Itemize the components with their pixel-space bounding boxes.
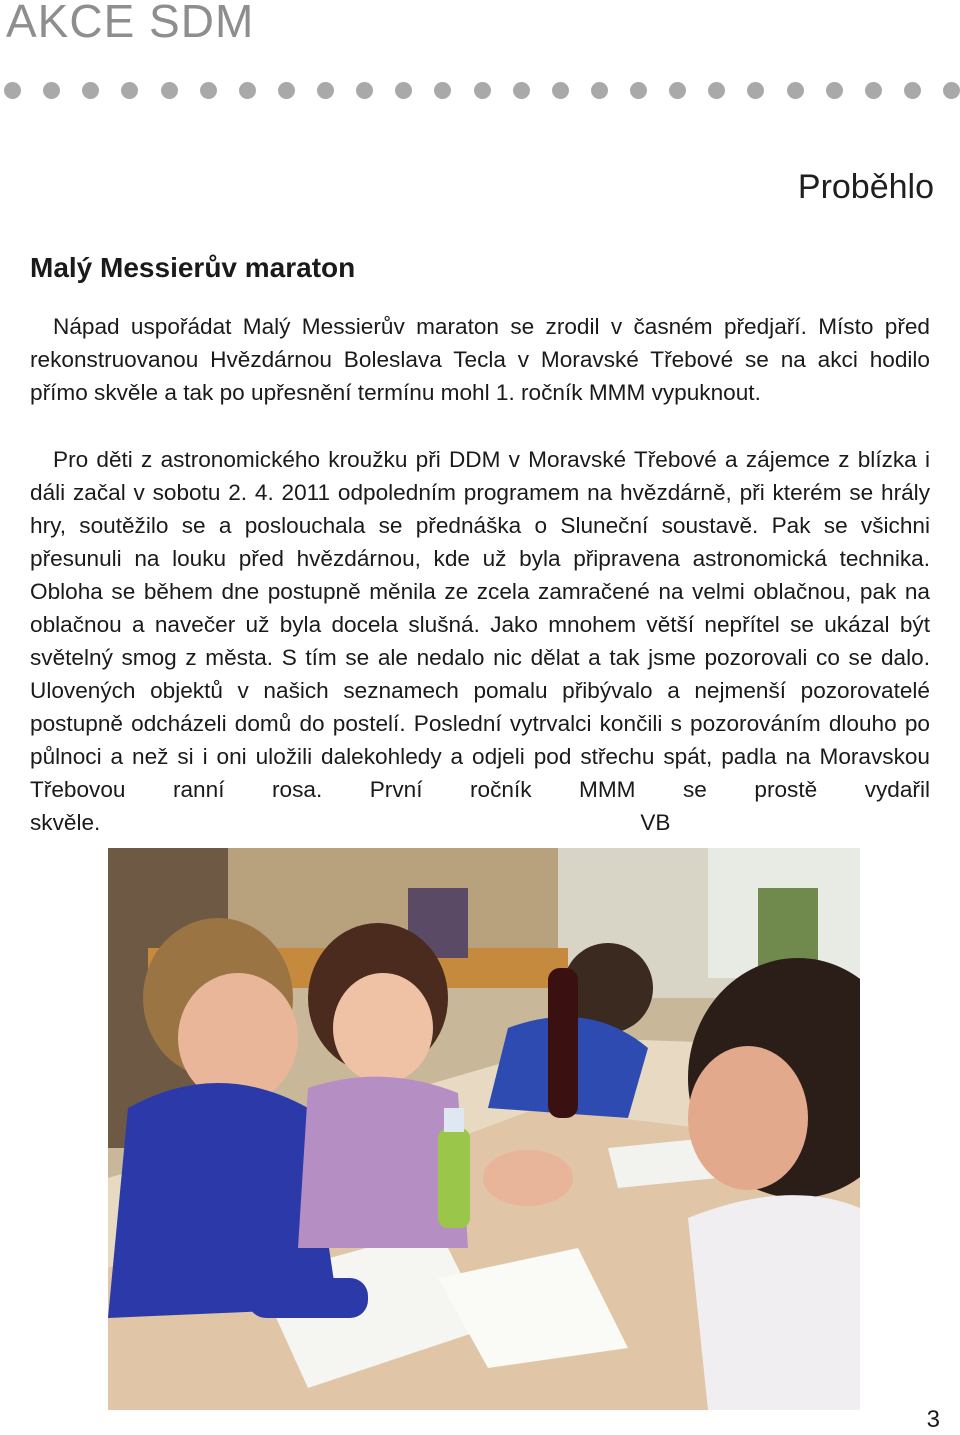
- divider-dot: [43, 82, 60, 99]
- event-photo: [108, 848, 860, 1410]
- article-paragraph: [30, 443, 930, 839]
- divider-dot: [513, 82, 530, 99]
- children-at-table-illustration: [108, 848, 860, 1410]
- divider-dot: [669, 82, 686, 99]
- divider-dot: [787, 82, 804, 99]
- divider-dot: [708, 82, 725, 99]
- divider-dot: [356, 82, 373, 99]
- divider-dot: [904, 82, 921, 99]
- divider-dot: [434, 82, 451, 99]
- divider-dot: [161, 82, 178, 99]
- article-title: Malý Messierův maraton: [30, 252, 356, 283]
- divider-dot: [552, 82, 569, 99]
- divider-dot: [630, 82, 647, 99]
- divider-dot: [395, 82, 412, 99]
- divider-dot: [317, 82, 334, 99]
- divider-dot: [278, 82, 295, 99]
- divider-dot: [943, 82, 960, 99]
- article-paragraph-text: Pro děti z astronomického kroužku při DDM v Moravské Třebové a zájemce z blízka i dáli začal v sobotu 2. 4. 2011 odpoledním programem na hvězdárně, při kterém se hrály hry, soutěžilo se a poslouchala se přednáška o Sluneční soustavě. Pak se všichni přesunuli na louku před hvězdárnou, kde už byla připravena astronomická technika. Obloha se během dne postupně měnila ze zcela zamračené na velmi oblačnou, pak na oblačnou a navečer už byla docela slušná. Jako mnohem větší nepřítel se ukázal být světelný smog z města. S tím se ale nedalo nic dělat a tak jsme pozorovali co se dalo. Ulovených objektů v našich seznamech pomalu přibývalo a nejmenší pozorovatelé postupně odcházeli domů do postelí. Poslední vytrvalci končili s pozorováním dlouho po půlnoci a než si i oni uložili dalekohledy a odjeli pod střechu spát, padla na Moravskou Třebovou ranní rosa. První ročník MMM se prostě vydařil skvěle.: [30, 447, 930, 835]
- divider-dot: [747, 82, 764, 99]
- divider-dot: [239, 82, 256, 99]
- author-signature: VB: [640, 810, 671, 835]
- page-number: 3: [926, 1406, 940, 1433]
- divider-dot: [826, 82, 843, 99]
- divider-dot: [865, 82, 882, 99]
- divider-dot: [200, 82, 217, 99]
- divider-dot: [474, 82, 491, 99]
- article-paragraph: Nápad uspořádat Malý Messierův maraton se zrodil v časném předjaří. Místo před rekonstruovanou Hvězdárnou Boleslava Tecla v Moravské Třebové se na akci hodilo přímo skvěle a tak po upřesnění termínu mohl 1. ročník MMM vypuknout.: [30, 314, 930, 405]
- dot-divider: [4, 80, 960, 100]
- divider-dot: [591, 82, 608, 99]
- divider-dot: [121, 82, 138, 99]
- category-label: Proběhlo: [797, 168, 934, 206]
- divider-dot: [82, 82, 99, 99]
- section-title: AKCE SDM: [6, 0, 255, 47]
- divider-dot: [4, 82, 21, 99]
